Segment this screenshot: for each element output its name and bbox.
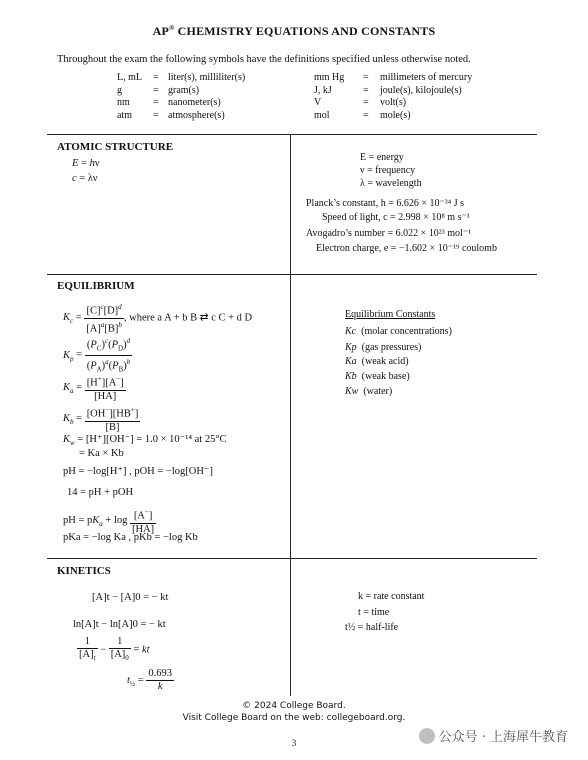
unit-row: mm Hg = millimeters of mercury (314, 72, 473, 83)
constant-ka: Ka (weak acid) (345, 356, 409, 367)
def-time: t = time (358, 607, 390, 618)
equation-second-order: $\frac{1}{[A]_t}$ − $\frac{1}{[A]_0}$ = kt (79, 636, 150, 663)
equation-kb: $K_b$ = $\frac{[OH^-][HB^+]}{[B]}$ (63, 406, 139, 433)
wechat-icon (419, 728, 435, 744)
constant-light: Speed of light, c = 2.998 × 10⁸ m s⁻¹ (322, 212, 470, 223)
units-left (117, 72, 297, 124)
equilibrium-constants-heading: Equilibrium Constants (345, 309, 436, 320)
unit-row: L, mL = liter(s), milliliter(s) (117, 72, 246, 83)
unit-row: nm = nanometer(s) (117, 97, 221, 109)
page-title: AP® CHEMISTRY EQUATIONS AND CONSTANTS (152, 24, 436, 38)
unit-row: J, kJ = joule(s), kilojoule(s) (314, 84, 462, 96)
unit-row: V = volt(s) (314, 97, 407, 109)
equation-pka: pKa = −log Ka , pKb = −log Kb (63, 532, 198, 543)
section-atomic-structure: ATOMIC STRUCTURE (57, 141, 174, 153)
constant-kb: Kb (weak base) (345, 371, 410, 382)
equation-zero-order: [A]t − [A]0 = − kt (92, 592, 169, 603)
equation-energy: E = hν (72, 158, 100, 169)
equation-kw: $K_w = [H^+][OH^-] = 1.0 \times 10^{-14}$ at 25°C (63, 434, 227, 448)
intro-text: Throughout the exam the following symbols have the definitions specified unless otherwise noted. (57, 54, 471, 65)
constant-kc: Kc (molar concentrations) (345, 326, 452, 337)
equation-half-life: $t_{\frac{1}{2}}$ = $\frac{0.693}{k}$ (127, 668, 172, 692)
unit-row: mol = mole(s) (314, 109, 411, 121)
equation-14: 14 = pH + pOH (67, 487, 134, 498)
constant-electron-charge: Electron charge, e = −1.602 × 10⁻¹⁹ coulomb (316, 243, 497, 254)
unit-row: g = gram(s) (117, 84, 200, 96)
constant-avogadro: Avogadro’s number = 6.022 × 10²³ mol⁻¹ (306, 228, 472, 239)
footer-visit: Visit College Board on the web: collegeboard.org. (182, 713, 406, 723)
equation-kw-product: = Ka × Kb (79, 448, 124, 459)
units-right (314, 72, 514, 124)
def-half-life: t½ = half-life (345, 622, 399, 633)
def-frequency: ν = frequency (360, 165, 416, 176)
equation-kp: $K_p$ = $\frac{(P_C)^c(P_D)^d}{(P_A)^a(P_B)^b}$ (63, 337, 131, 374)
watermark: 公众号 · 上海犀牛教育 (419, 726, 568, 745)
section-kinetics: KINETICS (57, 565, 111, 577)
divider-equilibrium (47, 274, 537, 275)
divider-vertical (290, 134, 291, 696)
footer-copyright: © 2024 College Board. (242, 701, 346, 711)
equation-ka: $K_a$ = $\frac{[H^+][A^-]}{[HA]}$ (63, 375, 124, 402)
equation-speed-of-light: c = λν (72, 173, 98, 184)
constant-kp: Kp (gas pressures) (345, 342, 422, 353)
def-rate-constant: k = rate constant (358, 591, 425, 602)
equation-kc: $K_c$ = $\frac{[C]^c[D]^d}{[A]^a[B]^b}$ , where a A + b B ⇄ c C + d D (63, 303, 253, 334)
unit-row: atm = atmosphere(s) (117, 109, 225, 121)
page-number: 3 (291, 738, 297, 748)
section-equilibrium: EQUILIBRIUM (57, 280, 135, 292)
equation-first-order: ln[A]t − ln[A]0 = − kt (73, 619, 166, 630)
def-wavelength: λ = wavelength (360, 178, 422, 189)
def-energy: E = energy (360, 152, 404, 163)
constant-kw: Kw (water) (345, 386, 393, 397)
equation-henderson: pH = $pK_a + \log$ $\frac{[A^-]}{[HA]}$ (63, 508, 155, 535)
divider-kinetics (47, 558, 537, 559)
divider-top (47, 134, 537, 135)
constant-planck: Planck’s constant, h = 6.626 × 10⁻³⁴ J s (306, 198, 465, 209)
equation-ph: pH = −log[H⁺] , pOH = −log[OH⁻] (63, 466, 213, 477)
